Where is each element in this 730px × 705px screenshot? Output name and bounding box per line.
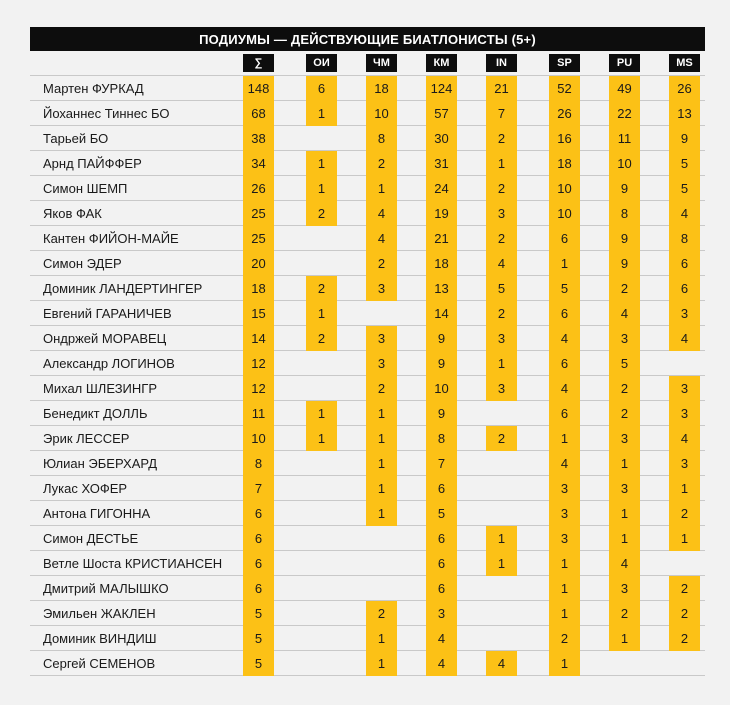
table-row [30,276,705,301]
podium-count-cell: 2 [306,201,337,226]
podium-count-cell: 18 [243,276,274,301]
podium-count-cell: 31 [426,151,457,176]
podium-count-cell: 3 [486,326,517,351]
athlete-name: Сергей СЕМЕНОВ [43,656,156,671]
athlete-name: Дмитрий МАЛЫШКО [43,581,169,596]
podium-count-cell [306,126,337,151]
table-row [30,126,705,151]
podium-count-cell: 6 [549,351,580,376]
podium-count-cell: 2 [609,601,640,626]
podium-count-cell: 9 [426,401,457,426]
table-row [30,451,705,476]
podium-count-cell: 3 [486,201,517,226]
podium-count-cell: 1 [486,551,517,576]
podium-count-cell: 4 [669,201,700,226]
podium-count-cell: 1 [366,426,397,451]
podium-count-cell: 4 [669,426,700,451]
podium-count-cell: 52 [549,76,580,101]
table-row [30,251,705,276]
podium-count-cell: 1 [306,301,337,326]
podium-count-cell: 6 [243,526,274,551]
column-header: MS [669,54,700,72]
podium-count-cell: 11 [243,401,274,426]
podium-count-cell [366,551,397,576]
table-row [30,651,705,676]
podium-count-cell: 19 [426,201,457,226]
podium-count-cell: 13 [426,276,457,301]
table-row [30,326,705,351]
athlete-name: Эмильен ЖАКЛЕН [43,606,156,621]
podium-count-cell: 8 [243,451,274,476]
podium-count-cell: 1 [306,401,337,426]
podium-count-cell: 8 [669,226,700,251]
athlete-name: Яков ФАК [43,206,102,221]
column-header: ОИ [306,54,337,72]
table-body [30,76,705,676]
athlete-name: Кантен ФИЙОН-МАЙЕ [43,231,179,246]
podium-count-cell: 9 [426,351,457,376]
athlete-name: Юлиан ЭБЕРХАРД [43,456,157,471]
podium-count-cell: 3 [486,376,517,401]
table-row [30,501,705,526]
podium-count-cell: 10 [549,176,580,201]
podium-count-cell: 5 [243,651,274,676]
podium-count-cell: 5 [549,276,580,301]
athlete-name: Эрик ЛЕССЕР [43,431,130,446]
table-row [30,476,705,501]
podium-count-cell: 124 [426,76,457,101]
podium-count-cell: 10 [549,201,580,226]
podium-count-cell: 3 [426,601,457,626]
table-row [30,101,705,126]
podium-count-cell: 5 [243,601,274,626]
podium-count-cell [486,626,517,651]
podium-count-cell: 1 [609,501,640,526]
podium-count-cell: 8 [366,126,397,151]
podium-count-cell: 10 [243,426,274,451]
table-row [30,176,705,201]
table-row [30,376,705,401]
podium-count-cell: 38 [243,126,274,151]
podium-count-cell: 1 [366,476,397,501]
podium-count-cell [306,451,337,476]
table-row [30,226,705,251]
athlete-name: Ветле Шоста КРИСТИАНСЕН [43,556,223,571]
athlete-name: Евгений ГАРАНИЧЕВ [43,306,172,321]
podium-count-cell [306,376,337,401]
podium-count-cell: 1 [366,501,397,526]
podium-count-cell: 2 [669,601,700,626]
podium-count-cell: 26 [243,176,274,201]
podium-count-cell: 1 [486,151,517,176]
athlete-name: Арнд ПАЙФФЕР [43,156,142,171]
athlete-name: Симон ШЕМП [43,181,128,196]
table-row [30,526,705,551]
podium-count-cell: 2 [669,626,700,651]
podium-count-cell [306,226,337,251]
podium-count-cell: 1 [306,151,337,176]
podium-count-cell: 6 [426,526,457,551]
podium-count-cell [366,301,397,326]
podium-count-cell: 5 [426,501,457,526]
podium-count-cell: 2 [486,226,517,251]
podium-count-cell: 22 [609,101,640,126]
podium-count-cell: 30 [426,126,457,151]
podium-count-cell: 6 [549,226,580,251]
podium-count-cell [669,351,700,376]
podium-count-cell: 10 [426,376,457,401]
podium-count-cell: 10 [366,101,397,126]
podium-count-cell: 4 [609,301,640,326]
podium-count-cell: 3 [549,501,580,526]
podium-count-cell: 2 [486,176,517,201]
column-header: PU [609,54,640,72]
podium-count-cell: 2 [366,251,397,276]
podium-count-cell: 4 [549,451,580,476]
podium-count-cell: 3 [669,301,700,326]
podium-count-cell: 1 [366,176,397,201]
podium-count-cell: 2 [669,576,700,601]
podium-count-cell: 5 [243,626,274,651]
podium-count-cell: 3 [669,376,700,401]
podium-count-cell: 2 [669,501,700,526]
podium-count-cell: 3 [669,401,700,426]
podium-count-cell: 1 [549,551,580,576]
podium-count-cell: 1 [486,351,517,376]
podium-count-cell: 4 [426,651,457,676]
podium-count-cell: 3 [609,576,640,601]
podium-count-cell: 2 [486,301,517,326]
podium-count-cell: 68 [243,101,274,126]
podium-count-cell: 148 [243,76,274,101]
athlete-name: Антона ГИГОННА [43,506,151,521]
podiums-table [30,51,705,676]
podium-count-cell: 3 [549,526,580,551]
podium-count-cell: 14 [243,326,274,351]
podium-count-cell: 25 [243,201,274,226]
podium-count-cell: 1 [486,526,517,551]
podium-count-cell: 9 [609,251,640,276]
podium-count-cell: 1 [366,626,397,651]
podium-count-cell: 3 [609,426,640,451]
podium-count-cell [486,476,517,501]
podium-count-cell: 14 [426,301,457,326]
podium-count-cell: 6 [306,76,337,101]
podium-count-cell: 1 [549,576,580,601]
podium-count-cell [486,451,517,476]
table-row [30,151,705,176]
podium-count-cell: 1 [609,526,640,551]
athlete-name: Тарьей БО [43,131,109,146]
podium-count-cell [669,651,700,676]
table-row [30,301,705,326]
podium-count-cell: 9 [609,176,640,201]
podium-count-cell [486,501,517,526]
table-row [30,426,705,451]
table-row [30,551,705,576]
athlete-name: Ондржей МОРАВЕЦ [43,331,167,346]
podium-count-cell: 6 [426,476,457,501]
column-header: ∑ [243,54,274,72]
podium-count-cell: 4 [669,326,700,351]
podium-count-cell: 1 [306,101,337,126]
podium-count-cell: 2 [486,426,517,451]
podium-count-cell: 8 [609,201,640,226]
podium-count-cell [306,551,337,576]
podium-count-cell: 4 [486,251,517,276]
podium-count-cell: 5 [486,276,517,301]
athlete-name: Йоханнес Тиннес БО [43,106,170,121]
podium-count-cell: 3 [366,351,397,376]
podium-count-cell: 5 [609,351,640,376]
column-header: ЧМ [366,54,397,72]
podium-count-cell: 5 [669,151,700,176]
table-row [30,76,705,101]
podium-count-cell: 6 [426,551,457,576]
podium-count-cell [486,576,517,601]
podium-count-cell: 26 [669,76,700,101]
podium-count-cell: 6 [243,576,274,601]
podium-count-cell: 3 [609,326,640,351]
table-row [30,601,705,626]
podium-count-cell: 16 [549,126,580,151]
podium-count-cell: 24 [426,176,457,201]
podium-count-cell: 2 [486,126,517,151]
podium-count-cell [306,476,337,501]
podium-count-cell: 6 [243,501,274,526]
column-header: SP [549,54,580,72]
podium-count-cell: 1 [549,651,580,676]
podium-count-cell: 1 [669,526,700,551]
podium-count-cell: 34 [243,151,274,176]
podium-count-cell: 21 [486,76,517,101]
table-row [30,576,705,601]
podium-count-cell: 12 [243,351,274,376]
podium-count-cell: 10 [609,151,640,176]
athlete-name: Мартен ФУРКАД [43,81,144,96]
podium-count-cell: 1 [366,401,397,426]
podium-count-cell: 3 [669,451,700,476]
table-header-row [30,51,705,76]
podium-count-cell: 3 [366,326,397,351]
athlete-name: Доминик ЛАНДЕРТИНГЕР [43,281,203,296]
podium-count-cell [366,576,397,601]
podium-count-cell: 12 [243,376,274,401]
podium-count-cell: 4 [366,226,397,251]
table-row [30,201,705,226]
podium-count-cell [486,601,517,626]
athlete-name: Симон ДЕСТЬЕ [43,531,139,546]
column-header: КМ [426,54,457,72]
podium-count-cell: 11 [609,126,640,151]
podium-count-cell: 2 [609,376,640,401]
podium-count-cell: 2 [306,276,337,301]
column-header: IN [486,54,517,72]
podium-count-cell [306,576,337,601]
podium-count-cell: 26 [549,101,580,126]
athlete-name: Доминик ВИНДИШ [43,631,157,646]
podium-count-cell: 1 [366,651,397,676]
podium-count-cell: 1 [669,476,700,501]
podium-count-cell: 8 [426,426,457,451]
podium-count-cell: 3 [366,276,397,301]
podium-count-cell [366,526,397,551]
podium-count-cell: 1 [549,601,580,626]
athlete-name: Михал ШЛЕЗИНГР [43,381,157,396]
podium-count-cell: 18 [366,76,397,101]
podium-count-cell: 5 [669,176,700,201]
podium-count-cell: 57 [426,101,457,126]
podium-count-cell: 21 [426,226,457,251]
podium-count-cell: 4 [486,651,517,676]
podium-count-cell [306,251,337,276]
athlete-name: Симон ЭДЕР [43,256,122,271]
podium-count-cell: 15 [243,301,274,326]
podium-count-cell: 1 [609,626,640,651]
podium-count-cell [609,651,640,676]
podium-count-cell: 2 [306,326,337,351]
podium-count-cell [669,551,700,576]
podium-count-cell [306,351,337,376]
podium-count-cell: 7 [486,101,517,126]
podium-count-cell: 4 [609,551,640,576]
podium-count-cell: 49 [609,76,640,101]
podium-count-cell: 1 [306,426,337,451]
podium-count-cell: 4 [549,376,580,401]
podium-count-cell: 18 [549,151,580,176]
table-row [30,401,705,426]
podium-count-cell: 2 [366,151,397,176]
podium-count-cell: 2 [366,601,397,626]
podium-count-cell: 1 [609,451,640,476]
podium-count-cell: 6 [549,401,580,426]
podium-count-cell: 7 [426,451,457,476]
table-title: ПОДИУМЫ — ДЕЙСТВУЮЩИЕ БИАТЛОНИСТЫ (5+) [30,27,705,51]
podium-count-cell: 1 [549,426,580,451]
podium-count-cell [306,601,337,626]
podium-count-cell: 20 [243,251,274,276]
athlete-name: Александр ЛОГИНОВ [43,356,175,371]
athlete-name: Бенедикт ДОЛЛЬ [43,406,148,421]
podium-count-cell [306,651,337,676]
podium-count-cell [306,526,337,551]
podium-count-cell: 9 [426,326,457,351]
podium-count-cell [306,626,337,651]
podium-count-cell: 9 [669,126,700,151]
podium-count-cell: 2 [549,626,580,651]
podium-count-cell: 4 [366,201,397,226]
podium-count-cell: 9 [609,226,640,251]
podium-count-cell: 18 [426,251,457,276]
podium-count-cell [306,501,337,526]
podium-count-cell: 1 [549,251,580,276]
podium-count-cell: 3 [609,476,640,501]
podium-count-cell [486,401,517,426]
podium-count-cell: 6 [426,576,457,601]
podium-count-cell: 6 [549,301,580,326]
podium-count-cell: 6 [669,276,700,301]
podium-count-cell: 6 [243,551,274,576]
podium-count-cell: 4 [549,326,580,351]
table-row [30,626,705,651]
podium-count-cell: 7 [243,476,274,501]
podium-count-cell: 3 [549,476,580,501]
podium-count-cell: 25 [243,226,274,251]
podium-count-cell: 2 [609,276,640,301]
podium-count-cell: 6 [669,251,700,276]
podium-count-cell: 1 [306,176,337,201]
athlete-name: Лукас ХОФЕР [43,481,128,496]
podium-count-cell: 2 [609,401,640,426]
podium-count-cell: 4 [426,626,457,651]
podium-count-cell: 13 [669,101,700,126]
podium-count-cell: 2 [366,376,397,401]
table-row [30,351,705,376]
podium-count-cell: 1 [366,451,397,476]
